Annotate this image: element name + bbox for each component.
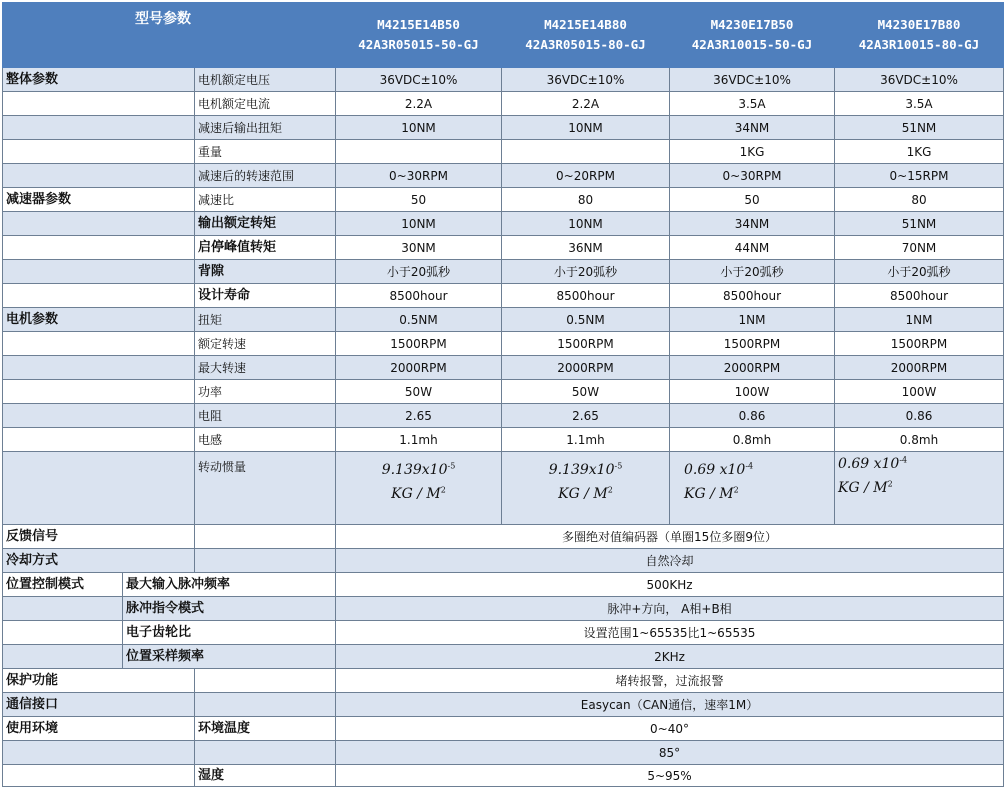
model-part: 42A3R05015-80-GJ bbox=[525, 37, 646, 52]
table-row bbox=[3, 68, 1004, 92]
category-label: 电机参数 bbox=[3, 308, 195, 332]
table-row bbox=[3, 212, 1004, 236]
param-value: 30NM bbox=[336, 236, 502, 260]
param-value: 8500hour bbox=[670, 284, 835, 308]
category-cell bbox=[3, 140, 195, 164]
param-label: 背隙 bbox=[195, 260, 336, 284]
param-label: 扭矩 bbox=[195, 308, 336, 332]
param-value-span: 脉冲+方向， A相+B相 bbox=[336, 597, 1004, 621]
param-value: 0.5NM bbox=[502, 308, 670, 332]
param-value: 10NM bbox=[336, 116, 502, 140]
table-row bbox=[3, 693, 1004, 717]
inertia-number: $9.139x10^{-5}$ bbox=[381, 461, 456, 478]
param-value: 0.5NM bbox=[336, 308, 502, 332]
param-value: 34NM bbox=[670, 212, 835, 236]
param-value: 34NM bbox=[670, 116, 835, 140]
model-header-3 bbox=[670, 3, 835, 68]
table-row bbox=[3, 380, 1004, 404]
param-value: 51NM bbox=[835, 212, 1004, 236]
model-header-4 bbox=[835, 3, 1004, 68]
param-value: 1.1mh bbox=[502, 428, 670, 452]
category-cell bbox=[3, 380, 195, 404]
param-value: 1500RPM bbox=[670, 332, 835, 356]
param-label: 电机额定电压 bbox=[195, 68, 336, 92]
category-cell bbox=[3, 260, 195, 284]
param-value: 36VDC±10% bbox=[502, 68, 670, 92]
table-row bbox=[3, 645, 1004, 669]
category-cell bbox=[3, 284, 195, 308]
category-cell bbox=[3, 164, 195, 188]
param-value: 50W bbox=[502, 380, 670, 404]
param-label: 转动惯量 bbox=[195, 452, 336, 525]
inertia-unit: KG / $M^2$ bbox=[838, 479, 893, 496]
param-value: 2000RPM bbox=[502, 356, 670, 380]
table-row bbox=[3, 116, 1004, 140]
param-value: 0~30RPM bbox=[670, 164, 835, 188]
param-label bbox=[195, 693, 336, 717]
param-value: 2000RPM bbox=[336, 356, 502, 380]
param-value: 10NM bbox=[502, 212, 670, 236]
param-value: 2000RPM bbox=[835, 356, 1004, 380]
model-code: M4215E14B80 bbox=[544, 17, 627, 32]
param-label: 电感 bbox=[195, 428, 336, 452]
param-label: 减速比 bbox=[195, 188, 336, 212]
category-label: 整体参数 bbox=[3, 68, 195, 92]
category-cell bbox=[3, 452, 195, 525]
param-label bbox=[195, 549, 336, 573]
param-value: 0.8mh bbox=[835, 428, 1004, 452]
param-value: 10NM bbox=[502, 116, 670, 140]
param-value: 36VDC±10% bbox=[670, 68, 835, 92]
param-value: 1KG bbox=[670, 140, 835, 164]
param-value-span: 多圈绝对值编码器（单圈15位多圈9位） bbox=[336, 525, 1004, 549]
param-value: 2.2A bbox=[336, 92, 502, 116]
inertia-value bbox=[670, 452, 835, 525]
param-value: 10NM bbox=[336, 212, 502, 236]
category-cell bbox=[3, 116, 195, 140]
inertia-value bbox=[336, 452, 502, 525]
param-value: 0~20RPM bbox=[502, 164, 670, 188]
category-label: 反馈信号 bbox=[3, 525, 195, 549]
category-cell bbox=[3, 741, 195, 765]
param-value: 小于20弧秒 bbox=[336, 260, 502, 284]
param-value: 0~30RPM bbox=[336, 164, 502, 188]
param-value: 50W bbox=[336, 380, 502, 404]
table-row bbox=[3, 404, 1004, 428]
param-value: 1KG bbox=[835, 140, 1004, 164]
param-label: 重量 bbox=[195, 140, 336, 164]
inertia-number: 0.69 $x10^{-4}$ bbox=[838, 455, 908, 472]
table-row bbox=[3, 741, 1004, 765]
param-value-span: Easycan（CAN通信，速率1M） bbox=[336, 693, 1004, 717]
param-label: 启停峰值转矩 bbox=[195, 236, 336, 260]
param-value: 2.65 bbox=[336, 404, 502, 428]
param-value: 1500RPM bbox=[835, 332, 1004, 356]
param-value: 2.65 bbox=[502, 404, 670, 428]
category-label: 冷却方式 bbox=[3, 549, 195, 573]
table-row bbox=[3, 356, 1004, 380]
table-row bbox=[3, 188, 1004, 212]
spec-table bbox=[2, 2, 1004, 787]
param-label: 减速后的转速范围 bbox=[195, 164, 336, 188]
param-value: 8500hour bbox=[336, 284, 502, 308]
param-value: 2000RPM bbox=[670, 356, 835, 380]
param-label: 额定转速 bbox=[195, 332, 336, 356]
param-label: 脉冲指令模式 bbox=[123, 597, 336, 621]
table-row bbox=[3, 332, 1004, 356]
param-value: 50 bbox=[670, 188, 835, 212]
param-value: 1500RPM bbox=[336, 332, 502, 356]
category-label: 通信接口 bbox=[3, 693, 195, 717]
category-cell bbox=[3, 645, 123, 669]
param-value-span: 500KHz bbox=[336, 573, 1004, 597]
category-label: 保护功能 bbox=[3, 669, 195, 693]
param-value: 8500hour bbox=[502, 284, 670, 308]
param-value: 100W bbox=[835, 380, 1004, 404]
param-label: 减速后输出扭矩 bbox=[195, 116, 336, 140]
table-row bbox=[3, 236, 1004, 260]
table-row bbox=[3, 260, 1004, 284]
param-value: 1NM bbox=[670, 308, 835, 332]
param-label: 输出额定转矩 bbox=[195, 212, 336, 236]
param-label: 位置采样频率 bbox=[123, 645, 336, 669]
param-value: 1NM bbox=[835, 308, 1004, 332]
param-label bbox=[195, 669, 336, 693]
inertia-number: $9.139x10^{-5}$ bbox=[548, 461, 623, 478]
param-value: 44NM bbox=[670, 236, 835, 260]
table-row bbox=[3, 284, 1004, 308]
category-cell bbox=[3, 332, 195, 356]
category-cell bbox=[3, 597, 123, 621]
param-value-span: 85° bbox=[336, 741, 1004, 765]
param-value: 0.8mh bbox=[670, 428, 835, 452]
category-label: 使用环境 bbox=[3, 717, 195, 741]
table-row bbox=[3, 549, 1004, 573]
param-label: 功率 bbox=[195, 380, 336, 404]
table-row bbox=[3, 92, 1004, 116]
param-value: 3.5A bbox=[670, 92, 835, 116]
category-cell bbox=[3, 356, 195, 380]
category-label: 减速器参数 bbox=[3, 188, 195, 212]
param-value: 小于20弧秒 bbox=[502, 260, 670, 284]
param-value-span: 自然冷却 bbox=[336, 549, 1004, 573]
inertia-value bbox=[835, 452, 1004, 525]
inertia-value bbox=[502, 452, 670, 525]
param-label: 电阻 bbox=[195, 404, 336, 428]
param-value: 36VDC±10% bbox=[835, 68, 1004, 92]
param-value: 51NM bbox=[835, 116, 1004, 140]
category-cell bbox=[3, 92, 195, 116]
param-value: 36VDC±10% bbox=[336, 68, 502, 92]
model-part: 42A3R05015-50-GJ bbox=[358, 37, 479, 52]
param-label bbox=[195, 525, 336, 549]
param-value-span: 2KHz bbox=[336, 645, 1004, 669]
table-row bbox=[3, 669, 1004, 693]
inertia-unit: KG / $M^2$ bbox=[558, 485, 613, 502]
param-value: 100W bbox=[670, 380, 835, 404]
param-value: 小于20弧秒 bbox=[835, 260, 1004, 284]
param-value: 36NM bbox=[502, 236, 670, 260]
param-value bbox=[502, 140, 670, 164]
param-label: 最大输入脉冲频率 bbox=[123, 573, 336, 597]
param-value: 2.2A bbox=[502, 92, 670, 116]
param-label: 湿度 bbox=[195, 765, 336, 787]
model-part: 42A3R10015-80-GJ bbox=[858, 37, 980, 52]
inertia-unit: KG / $M^2$ bbox=[684, 485, 739, 502]
param-value: 0.86 bbox=[835, 404, 1004, 428]
table-row bbox=[3, 452, 1004, 525]
table-row bbox=[3, 525, 1004, 549]
param-label: 电机额定电流 bbox=[195, 92, 336, 116]
param-value: 0~15RPM bbox=[835, 164, 1004, 188]
table-row bbox=[3, 621, 1004, 645]
param-label: 最大转速 bbox=[195, 356, 336, 380]
param-label: 环境温度 bbox=[195, 717, 336, 741]
inertia-number: 0.69 $x10^{-4}$ bbox=[684, 461, 754, 478]
table-row bbox=[3, 597, 1004, 621]
param-value: 8500hour bbox=[835, 284, 1004, 308]
param-label: 设计寿命 bbox=[195, 284, 336, 308]
table-row bbox=[3, 308, 1004, 332]
param-value: 80 bbox=[835, 188, 1004, 212]
param-value: 1500RPM bbox=[502, 332, 670, 356]
model-header-2 bbox=[502, 3, 670, 68]
category-cell bbox=[3, 236, 195, 260]
param-value: 50 bbox=[336, 188, 502, 212]
param-value bbox=[336, 140, 502, 164]
model-part: 42A3R10015-50-GJ bbox=[691, 37, 813, 52]
table-row bbox=[3, 428, 1004, 452]
model-code: M4230E17B50 bbox=[710, 17, 794, 32]
param-value-span: 设置范围1~65535比1~65535 bbox=[336, 621, 1004, 645]
model-code: M4215E14B50 bbox=[377, 17, 460, 32]
table-row bbox=[3, 140, 1004, 164]
category-cell bbox=[3, 621, 123, 645]
param-value: 小于20弧秒 bbox=[670, 260, 835, 284]
inertia-unit: KG / $M^2$ bbox=[391, 485, 446, 502]
category-cell bbox=[3, 212, 195, 236]
param-value: 80 bbox=[502, 188, 670, 212]
model-header-label: 型号参数 bbox=[3, 3, 336, 68]
table-row bbox=[3, 717, 1004, 741]
table-row bbox=[3, 164, 1004, 188]
param-value-span: 堵转报警，过流报警 bbox=[336, 669, 1004, 693]
category-label: 位置控制模式 bbox=[3, 573, 123, 597]
param-value: 1.1mh bbox=[336, 428, 502, 452]
param-label bbox=[195, 741, 336, 765]
param-value-span: 0~40° bbox=[336, 717, 1004, 741]
param-value: 0.86 bbox=[670, 404, 835, 428]
category-cell bbox=[3, 404, 195, 428]
category-cell bbox=[3, 428, 195, 452]
param-label: 电子齿轮比 bbox=[123, 621, 336, 645]
param-value-span: 5~95% bbox=[336, 765, 1004, 787]
param-value: 70NM bbox=[835, 236, 1004, 260]
header-row bbox=[3, 3, 1004, 68]
param-value: 3.5A bbox=[835, 92, 1004, 116]
table-row bbox=[3, 573, 1004, 597]
model-header-1 bbox=[336, 3, 502, 68]
model-code: M4230E17B80 bbox=[877, 17, 961, 32]
